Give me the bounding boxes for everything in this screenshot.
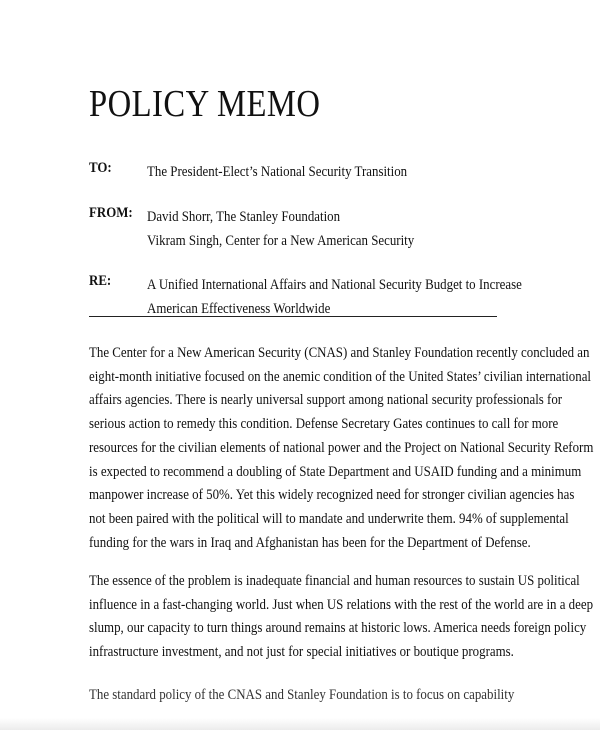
paragraph-line: not been paired with the political will to mandate and underwrite them. 94% of supplemental <box>89 510 569 527</box>
re-value <box>147 273 522 321</box>
paragraph-line: affairs agencies. There is nearly universal support among national security professionals for <box>89 392 563 409</box>
paragraph-line: influence in a fast-changing world. Just when US relations with the rest of the world are in a deep <box>89 596 594 613</box>
from-label: FROM: <box>89 205 133 221</box>
re-line: American Effectiveness Worldwide <box>147 301 331 317</box>
paragraph-line: slump, our capacity to turn things around remains at historic lows. America needs foreign policy <box>89 620 587 637</box>
re-line: A Unified International Affairs and National Security Budget to Increase <box>147 277 522 293</box>
from-value <box>147 205 414 253</box>
header-divider <box>89 316 497 317</box>
to-value <box>147 160 407 184</box>
to-label: TO: <box>89 160 112 176</box>
re-label: RE: <box>89 273 112 289</box>
paragraph-line: resources for the civilian elements of national power and the Project on National Security Reform <box>89 439 594 456</box>
memo-title: POLICY MEMO <box>89 83 321 125</box>
truncated-line <box>89 681 515 703</box>
from-line: Vikram Singh, Center for a New American Security <box>147 233 415 249</box>
truncated-line-text: The standard policy of the CNAS and Stanley Foundation is to focus on capability <box>89 687 515 703</box>
from-line: David Shorr, The Stanley Foundation <box>147 209 341 225</box>
paragraph-line: The essence of the problem is inadequate financial and human resources to sustain US political <box>89 573 580 589</box>
paragraph-line: The Center for a New American Security (CNAS) and Stanley Foundation recently concluded an <box>89 345 590 361</box>
paragraph-2 <box>89 570 593 665</box>
page-bottom-edge <box>0 718 600 730</box>
paragraph-line: funding for the wars in Iraq and Afghanistan has been for the Department of Defense. <box>89 534 531 551</box>
paragraph-line: serious action to remedy this condition. Defense Secretary Gates continues to call for more <box>89 416 559 433</box>
paragraph-line: manpower increase of 50%. Yet this widely recognized need for stronger civilian agencies has <box>89 487 575 504</box>
paragraph-line: infrastructure investment, and not just for special initiatives or boutique programs. <box>89 644 514 661</box>
paragraph-line: eight-month initiative focused on the anemic condition of the United States’ civilian international <box>89 368 592 385</box>
paragraph-line: is expected to recommend a doubling of State Department and USAID funding and a minimum <box>89 463 582 480</box>
paragraph-1 <box>89 342 593 555</box>
to-line: The President-Elect’s National Security Transition <box>147 164 408 180</box>
